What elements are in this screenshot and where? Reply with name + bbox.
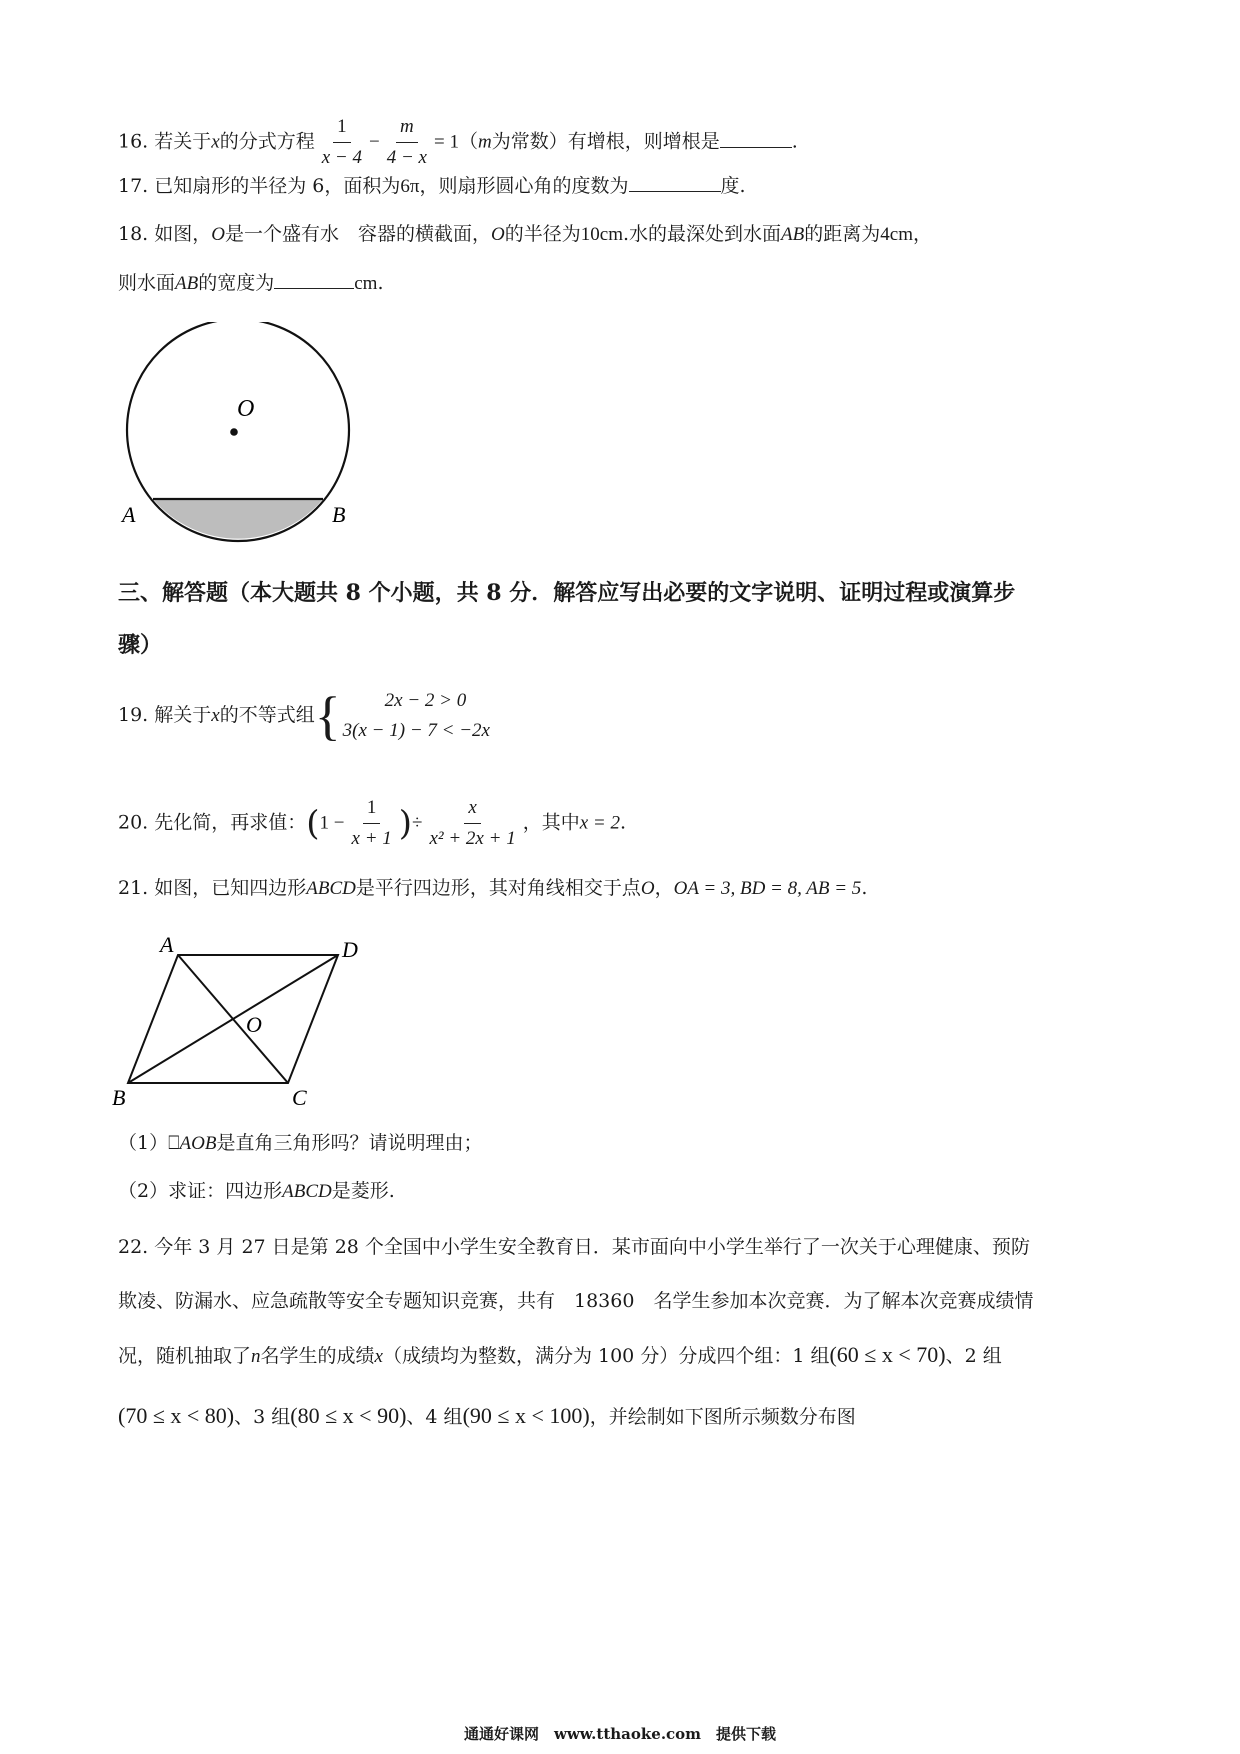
q16-text: 的分式方程 bbox=[219, 130, 315, 153]
label-o: O bbox=[237, 396, 255, 422]
q19-text: 的不等式组 bbox=[219, 704, 315, 726]
minus-sign: − bbox=[369, 131, 380, 153]
fraction-numerator: x bbox=[464, 795, 480, 824]
question-22-line2: 欺凌、防漏水、应急疏散等安全专题知识竞赛，共有 18360 名学生参加本次竞赛．为了解本次竞赛成绩情 bbox=[118, 1290, 1034, 1312]
period: . bbox=[619, 811, 627, 834]
q19-text: 解关于 bbox=[154, 704, 212, 726]
q18-text: .水的最深处到水面 bbox=[623, 223, 782, 245]
q18-text: 的半径为 bbox=[504, 223, 581, 245]
question-20 bbox=[118, 795, 626, 852]
period: . bbox=[861, 877, 868, 899]
question-22-line1: 22. 今年 3 月 27 日是第 28 个全国中小学生安全教育日．某市面向中小学生举行了一次关于心理健康、预防 bbox=[118, 1236, 1030, 1258]
fraction-denominator: 4 − x bbox=[386, 147, 427, 168]
part-number: （2） bbox=[118, 1180, 169, 1202]
question-21-part-1 bbox=[118, 1130, 482, 1157]
fraction-1 bbox=[318, 114, 366, 171]
segment-ab-label: AB bbox=[781, 224, 805, 245]
q18-text: 如图， bbox=[154, 223, 212, 245]
segment-ab-label: AB bbox=[175, 273, 199, 294]
triangle-symbol: ⎕ bbox=[168, 1132, 180, 1154]
fraction-numerator: m bbox=[396, 114, 418, 143]
section-3-title-cont: 骤） bbox=[118, 632, 163, 658]
fraction-2 bbox=[383, 114, 431, 171]
period: . bbox=[791, 130, 798, 153]
question-16 bbox=[118, 114, 798, 171]
system-brace: { bbox=[314, 686, 341, 746]
question-number: 20. bbox=[118, 811, 149, 834]
label-b: B bbox=[112, 1085, 126, 1110]
radius-value: 10cm bbox=[580, 224, 623, 245]
variable-m: m bbox=[477, 131, 492, 153]
variable-x: x bbox=[211, 131, 220, 153]
circle-o-label: O bbox=[491, 224, 505, 245]
variable-x: x bbox=[374, 1346, 383, 1367]
part-text: 是菱形. bbox=[331, 1180, 395, 1202]
group-4-range: (90 ≤ x < 100) bbox=[462, 1403, 590, 1428]
q21-text: 是平行四边形，其对角线相交于点 bbox=[355, 877, 641, 899]
question-22-line4 bbox=[118, 1403, 856, 1430]
question-21-part-2 bbox=[118, 1178, 395, 1205]
inequality-row-1: 2x − 2 > 0 bbox=[384, 690, 467, 711]
fraction-denominator: x² + 2x + 1 bbox=[429, 828, 516, 849]
divide-sign: ÷ bbox=[412, 812, 423, 834]
label-b: B bbox=[332, 502, 346, 527]
question-18-line2 bbox=[118, 270, 384, 297]
page-footer: 通通好课网 www.tthaoke.com 提供下载 bbox=[463, 1725, 777, 1743]
figure-circle-water bbox=[110, 322, 360, 557]
q18-text: 则水面 bbox=[118, 272, 176, 294]
part-text: 是直角三角形吗？请说明理由； bbox=[216, 1132, 483, 1154]
q16-text: 若关于 bbox=[154, 130, 212, 153]
diagonal-bd bbox=[128, 955, 338, 1083]
fraction-numerator: 1 bbox=[363, 795, 381, 824]
left-paren: ( bbox=[306, 803, 320, 844]
q17-text: 已知扇形的半径为 6，面积为 bbox=[154, 175, 401, 197]
q17-text: 度. bbox=[720, 175, 746, 197]
question-19 bbox=[118, 686, 490, 746]
part-number: （1） bbox=[118, 1132, 169, 1154]
q17-text: ，则扇形圆心角的度数为 bbox=[419, 175, 629, 197]
given-values: OA = 3, BD = 8, AB = 5 bbox=[673, 878, 862, 899]
answer-blank[interactable] bbox=[629, 191, 721, 192]
inequality-system bbox=[315, 686, 490, 746]
group-3-range: (80 ≤ x < 90) bbox=[290, 1403, 407, 1428]
condition-value: x = 2 bbox=[579, 812, 620, 834]
right-paren: ) bbox=[398, 803, 413, 844]
unit-label: cm bbox=[354, 273, 378, 294]
label-a: A bbox=[122, 502, 136, 527]
fraction-numerator: 1 bbox=[333, 114, 351, 143]
group-2-range: (70 ≤ x < 80) bbox=[118, 1403, 235, 1428]
q22-text: 、3 组 bbox=[234, 1406, 291, 1428]
q21-text: ， bbox=[654, 877, 674, 899]
variable-n: n bbox=[251, 1346, 261, 1367]
q16-text: 为常数）有增根，则增根是 bbox=[491, 130, 720, 153]
q18-text: ， bbox=[913, 223, 933, 245]
fraction-1 bbox=[348, 795, 396, 852]
label-d: D bbox=[342, 937, 358, 962]
fraction-denominator: x − 4 bbox=[321, 147, 362, 168]
water-segment bbox=[153, 499, 323, 539]
q22-text: 、2 组 bbox=[945, 1345, 1002, 1367]
answer-blank[interactable] bbox=[274, 288, 354, 289]
question-18 bbox=[118, 221, 932, 248]
question-number: 19. bbox=[118, 704, 149, 726]
label-o: O bbox=[246, 1012, 262, 1037]
q22-text: （成绩均为整数，满分为 100 分）分成四个组：1 组 bbox=[382, 1345, 830, 1367]
quad-abcd-label: ABCD bbox=[282, 1181, 332, 1202]
q18-text: 的距离为 bbox=[804, 223, 881, 245]
fraction-2 bbox=[425, 795, 519, 852]
period: . bbox=[377, 272, 384, 294]
label-a: A bbox=[160, 932, 174, 957]
question-21 bbox=[118, 875, 867, 902]
one-minus: 1 − bbox=[319, 812, 345, 834]
center-point bbox=[230, 428, 238, 436]
question-number: 16. bbox=[118, 130, 149, 153]
q18-text: 的宽度为 bbox=[198, 272, 275, 294]
question-17 bbox=[118, 173, 746, 200]
fraction-denominator: x + 1 bbox=[351, 828, 392, 849]
question-number: 17. bbox=[118, 175, 149, 197]
q21-text: 如图，已知四边形 bbox=[154, 877, 307, 899]
group-1-range: (60 ≤ x < 70) bbox=[829, 1342, 946, 1367]
q22-text: 名学生的成绩 bbox=[260, 1345, 375, 1367]
q20-text: ，其中 bbox=[522, 811, 580, 834]
section-3-title: 三、解答题（本大题共 8 个小题，共 8 分．解答应写出必要的文字说明、证明过程或演算步 bbox=[118, 580, 1016, 606]
question-number: 18. bbox=[118, 223, 149, 245]
figure-parallelogram bbox=[105, 925, 405, 1115]
circle-o-label: O bbox=[211, 224, 226, 245]
label-c: C bbox=[292, 1085, 307, 1110]
triangle-aob-label: AOB bbox=[179, 1133, 217, 1154]
question-22-line3 bbox=[118, 1342, 1002, 1370]
answer-blank[interactable] bbox=[720, 147, 792, 148]
depth-value: 4cm bbox=[880, 224, 913, 245]
q20-text: 先化简，再求值： bbox=[154, 811, 307, 834]
point-o-label: O bbox=[640, 878, 655, 899]
question-number: 21. bbox=[118, 877, 149, 899]
area-value: 6π bbox=[400, 176, 420, 197]
equals-text: = 1（ bbox=[433, 131, 478, 153]
q22-text: 况，随机抽取了 bbox=[118, 1345, 252, 1367]
q22-text: 、4 组 bbox=[406, 1406, 463, 1428]
q18-text: 是一个盛有水 容器的横截面， bbox=[225, 223, 492, 245]
variable-x: x bbox=[211, 705, 220, 726]
part-text: 求证：四边形 bbox=[168, 1180, 283, 1202]
quad-abcd-label: ABCD bbox=[306, 878, 356, 899]
inequality-row-2: 3(x − 1) − 7 < −2x bbox=[342, 720, 490, 741]
q22-text: ，并绘制如下图所示频数分布图 bbox=[589, 1406, 856, 1428]
